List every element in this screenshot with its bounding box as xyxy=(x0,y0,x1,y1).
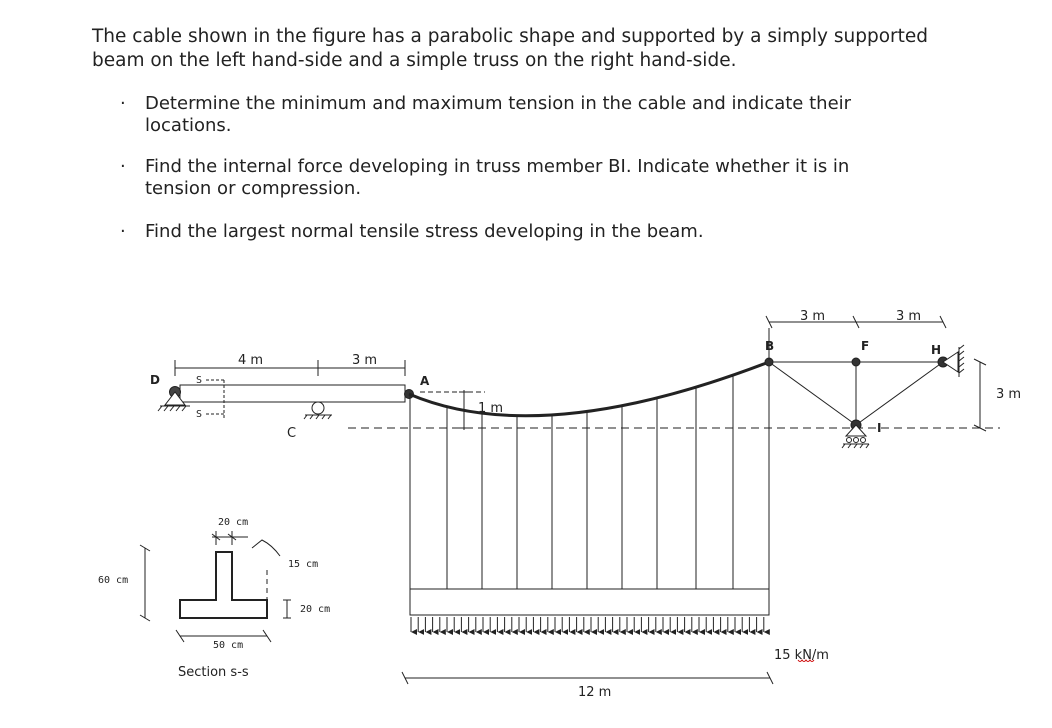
bullet-icon: · xyxy=(120,156,126,177)
label-truss-dim-left: 3 m xyxy=(800,309,826,324)
task-2-line-2: tension or compression. xyxy=(145,178,362,199)
parabolic-cable xyxy=(409,362,769,416)
task-3-line-1: Find the largest normal tensile stress developing in the beam. xyxy=(145,221,704,242)
label-h: H xyxy=(931,343,942,357)
label-truss-height: 3 m xyxy=(996,387,1022,402)
beam-body xyxy=(180,385,405,402)
joint-f xyxy=(852,358,860,366)
label-web-height: 15 cm xyxy=(288,559,319,570)
pin-support-h xyxy=(938,345,964,377)
task-2-line-1: Find the internal force developing in truss member BI. Indicate whether it is in xyxy=(145,156,850,177)
label-beam-span-left: 4 m xyxy=(238,353,264,368)
label-d: D xyxy=(150,373,160,387)
deck-beam xyxy=(410,589,769,615)
roller-support-i xyxy=(842,420,869,448)
label-i: I xyxy=(877,421,882,435)
task-1-line-1: Determine the minimum and maximum tension in the cable and indicate their xyxy=(145,93,852,114)
label-total-height: 60 cm xyxy=(98,575,129,586)
cable-system xyxy=(348,362,1000,684)
label-flange-width: 50 cm xyxy=(213,640,244,651)
label-beam-span-right: 3 m xyxy=(352,353,378,368)
label-sag: 1 m xyxy=(478,401,504,416)
label-truss-dim-right: 3 m xyxy=(896,309,922,324)
t-section-shape xyxy=(180,552,267,618)
task-1-line-2: locations. xyxy=(145,115,232,136)
web-height-leader xyxy=(252,540,280,556)
label-cable-span: 12 m xyxy=(578,685,612,700)
distributed-load-arrows xyxy=(411,617,764,632)
section-mark-top: S xyxy=(196,375,203,386)
roller-support-c xyxy=(304,402,332,419)
label-c: C xyxy=(287,426,297,441)
label-b: B xyxy=(765,339,775,353)
label-a: A xyxy=(420,374,430,388)
label-web-width: 20 cm xyxy=(218,517,249,528)
cross-section xyxy=(140,531,291,642)
section-mark-bottom: S xyxy=(196,409,203,420)
label-f: F xyxy=(861,339,870,353)
intro-line-1: The cable shown in the figure has a parabolic shape and supported by a simply supported xyxy=(92,26,929,47)
intro-line-2: beam on the left hand-side and a simple truss on the right hand-side. xyxy=(92,50,737,71)
bullet-icon: · xyxy=(120,93,126,114)
bullet-icon: · xyxy=(120,221,126,242)
label-flange-depth: 20 cm xyxy=(300,604,331,615)
section-title: Section s-s xyxy=(178,665,249,680)
label-distributed-load: 15 kN/m xyxy=(774,648,829,663)
